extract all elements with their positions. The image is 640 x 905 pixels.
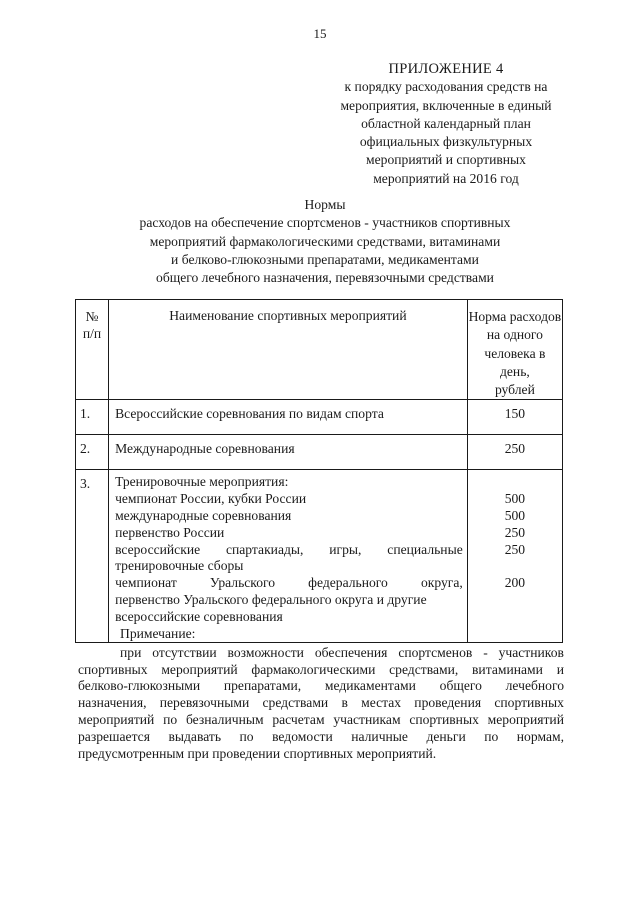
- word: общего: [439, 678, 482, 694]
- norms-title-line: и белково-глюкозными препаратами, медикаментами: [171, 251, 479, 267]
- word: наличные: [351, 728, 408, 744]
- word: средствами,: [389, 661, 459, 677]
- word: и: [556, 661, 564, 677]
- word: обеспечения: [314, 644, 388, 660]
- training-item: всероссийские соревнования: [115, 608, 283, 624]
- norms-title-line: общего лечебного назначения, перевязочными средствами: [156, 270, 494, 286]
- training-item: первенство России: [115, 524, 225, 540]
- word: мероприятий: [78, 711, 155, 727]
- training-cell: [109, 470, 468, 643]
- word: участников: [498, 644, 564, 660]
- training-norm: 500: [504, 491, 526, 507]
- header-norm-line: рублей: [494, 382, 535, 398]
- word: спортсменов: [398, 644, 473, 660]
- appendix-line: мероприятий и спортивных: [366, 152, 526, 168]
- word: фармакологическими: [251, 661, 376, 677]
- note-line: [78, 645, 564, 662]
- header-num-line: №: [85, 309, 99, 324]
- appendix-line: к порядку расходования средств на: [344, 79, 548, 95]
- word: перевязочными: [159, 695, 250, 711]
- training-item-justified: [115, 575, 463, 592]
- training-item: чемпионат России, кубки России: [115, 491, 307, 507]
- word: округа,: [420, 575, 463, 591]
- page-number: 15: [313, 26, 327, 41]
- training-heading: Тренировочные мероприятия:: [115, 474, 289, 490]
- word: белково-глюкозными: [78, 678, 201, 694]
- training-norm: 250: [504, 541, 526, 557]
- norms-title-line: мероприятий фармакологическими средствами, витаминами: [149, 233, 501, 249]
- word: местах: [361, 695, 402, 711]
- training-norm: 200: [504, 575, 526, 591]
- word: специальные: [387, 541, 463, 557]
- word: федерального: [308, 575, 388, 591]
- word: медикаментами: [324, 678, 416, 694]
- note-line: [78, 729, 564, 746]
- word: отсутствии: [152, 644, 217, 660]
- word: спортивных: [409, 711, 479, 727]
- note-line: [78, 678, 564, 695]
- table-row: [76, 400, 563, 435]
- training-item: первенство Уральского федерального округа и другие: [115, 592, 427, 608]
- header-norm-line: человека в день,: [484, 345, 546, 379]
- row-norm: 250: [467, 435, 562, 470]
- header-norm: [467, 300, 562, 400]
- note-line: [78, 712, 564, 729]
- word: возможности: [227, 644, 304, 660]
- header-norm-line: Норма расходов: [468, 309, 562, 324]
- word: деньги: [426, 728, 466, 744]
- training-item: международные соревнования: [115, 508, 292, 524]
- header-num-line: п/п: [82, 326, 102, 341]
- training-item-justified: [115, 542, 463, 559]
- word: спартакиады,: [225, 541, 304, 557]
- word: по: [163, 711, 178, 727]
- norms-table: [75, 299, 563, 643]
- word: по: [239, 728, 254, 744]
- row-name: Всероссийские соревнования по видам спорта: [109, 400, 468, 435]
- word: спортивных: [494, 695, 564, 711]
- row-name: Международные соревнования: [109, 435, 468, 470]
- word: лечебного: [505, 678, 564, 694]
- norms-title: [100, 196, 550, 287]
- word: назначения,: [78, 695, 147, 711]
- word: мероприятий: [161, 661, 238, 677]
- word: витаминами: [472, 661, 543, 677]
- word: чемпионат: [115, 575, 177, 591]
- word: проведения: [414, 695, 482, 711]
- table-row: [76, 435, 563, 470]
- table-row-training: [76, 470, 563, 643]
- appendix-line: областной календарный план: [361, 115, 531, 131]
- word: в: [341, 695, 348, 711]
- training-norm: 250: [504, 524, 526, 540]
- note-title: Примечание:: [120, 626, 196, 641]
- word: спортивных: [78, 661, 148, 677]
- word: мероприятий: [487, 711, 564, 727]
- header-name: Наименование спортивных мероприятий: [109, 300, 468, 400]
- training-norm-cell: [467, 470, 562, 643]
- appendix-block: [330, 60, 562, 188]
- training-item: тренировочные сборы: [115, 558, 244, 574]
- word: участникам: [333, 711, 401, 727]
- word: -: [483, 644, 488, 660]
- row-num: 2.: [76, 435, 109, 470]
- word: безналичным: [185, 711, 264, 727]
- word: средствами: [262, 695, 329, 711]
- note-line: предусмотренным при проведении спортивных мероприятий.: [78, 745, 437, 761]
- norms-title-line: расходов на обеспечение спортсменов - участников спортивных: [139, 215, 511, 231]
- row-norm: 150: [467, 400, 562, 435]
- note-block: [78, 626, 564, 762]
- word: по: [484, 728, 499, 744]
- appendix-line: мероприятия, включенные в единый: [340, 97, 552, 113]
- appendix-line: официальных физкультурных: [359, 134, 533, 150]
- appendix-line: мероприятий на 2016 год: [373, 170, 519, 186]
- header-num: [76, 300, 109, 400]
- word: всероссийские: [115, 541, 201, 557]
- row-num: 3.: [76, 470, 109, 643]
- word: игры,: [329, 541, 362, 557]
- row-num: 1.: [76, 400, 109, 435]
- header-norm-line: на одного: [486, 327, 543, 343]
- table-header-row: [76, 300, 563, 400]
- training-norm: 500: [504, 508, 526, 524]
- word: разрешается: [78, 728, 150, 744]
- word: препаратами,: [223, 678, 302, 694]
- word: Уральского: [209, 575, 276, 591]
- note-line: [78, 662, 564, 679]
- norms-title-line: Нормы: [304, 197, 346, 212]
- appendix-title: ПРИЛОЖЕНИЕ 4: [388, 61, 504, 77]
- word: при: [120, 644, 142, 660]
- word: расчетам: [272, 711, 325, 727]
- word: нормам,: [516, 728, 564, 744]
- word: ведомости: [272, 728, 333, 744]
- note-line: [78, 695, 564, 712]
- word: выдавать: [168, 728, 222, 744]
